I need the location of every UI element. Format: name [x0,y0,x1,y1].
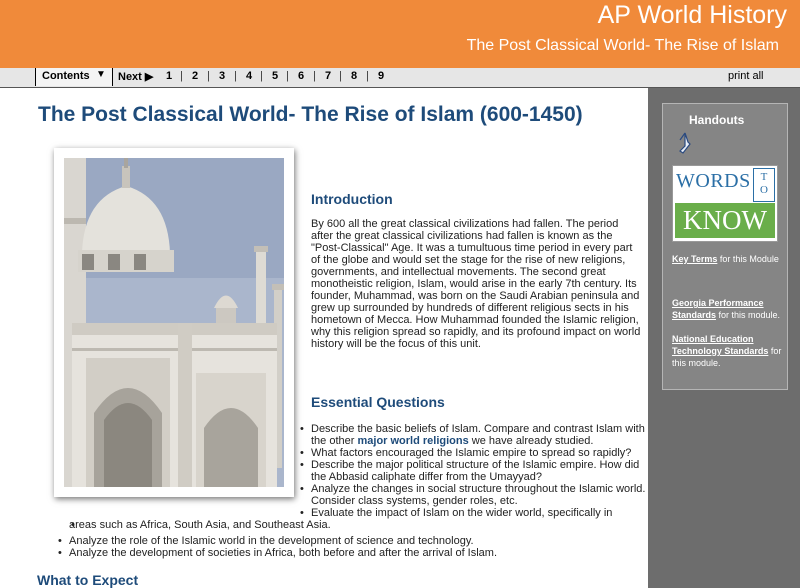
page-link-1[interactable]: 1 [166,70,173,82]
nets-link[interactable]: National Education Technology Standards [672,334,769,356]
page-link-7[interactable]: 7 [325,70,332,82]
introduction-text: By 600 all the great classical civilizations had fallen. The period after the great classical civilizations had fallen is known as the "Post-Classical" Age. It was a tumultuous time period in every part of the globe and would set the stage for the rise of new religions, governments, and intellectual movements. The second great monotheistic religion, Islam, would arise in the early 7th century. Its founder, Muhammad, was born on the Saudi Arabian peninsula and grew up surrounded by hundreds of different religious sects in his hometown of Mecca. How Muhammad founded the Islamic religion, why this religion spread so rapidly, and its profound impact on world history will be the focus of this unit. [311,218,641,350]
next-label: Next [118,71,142,83]
module-title: The Post Classical World- The Rise of Islam [466,37,779,54]
contents-dropdown[interactable] [35,68,113,86]
list-item: • Analyze the changes in social structure throughout the Islamic world. Consider class systems, gender roles, etc. [298,483,648,507]
page-link-8[interactable]: 8 [351,70,358,82]
contents-label: Contents [42,70,90,82]
page-title: The Post Classical World- The Rise of Islam (600-1450) [38,103,583,126]
key-terms-link[interactable]: Key Terms [672,254,718,264]
words-to-know-button[interactable] [672,165,778,242]
know-label: KNOW [675,203,775,238]
words-label: WORDS [676,170,751,192]
page-link-6[interactable]: 6 [298,70,305,82]
major-world-religions-link[interactable]: major world religions [357,435,469,447]
page-link-4[interactable]: 4 [246,70,253,82]
essential-questions-list-continued [56,535,497,559]
list-item: • Evaluate the impact of Islam on the wider world, specifically in [298,507,648,519]
introduction-heading: Introduction [311,191,393,207]
separator: | [313,70,316,82]
taj-mahal-photo [54,148,294,497]
page-link-3[interactable]: 3 [219,70,226,82]
to-label: TO [753,168,775,202]
nav-bar [0,68,800,88]
page-link-5[interactable]: 5 [272,70,279,82]
separator: | [260,70,263,82]
essential-questions-heading: Essential Questions [311,394,445,410]
taj-mahal-image [64,158,284,487]
list-item: • Analyze the development of societies in Africa, both before and after the arrival of Islam. [56,547,497,559]
print-all-link[interactable]: print all [728,70,764,82]
separator: | [180,70,183,82]
list-item: • What factors encouraged the Islamic empire to spread so rapidly? [298,447,648,459]
separator: | [366,70,369,82]
site-title: AP World History [597,1,787,29]
page-link-9[interactable]: 9 [378,70,385,82]
separator: | [286,70,289,82]
georgia-standards-item: Georgia Performance Standards for this module. [672,298,781,320]
separator: | [234,70,237,82]
play-arrow-icon: ▶ [144,71,154,83]
site-header [0,0,800,68]
what-to-expect-heading: What to Expect [37,572,139,588]
separator: | [339,70,342,82]
next-button[interactable] [118,70,153,83]
list-item: • Describe the major political structure of the Islamic empire. How did the Abbasid caliphate differ from the Umayyad? [298,459,648,483]
separator: | [207,70,210,82]
list-item: • Describe the basic beliefs of Islam. Compare and contrast Islam with the other major world religions we have already studied. [298,423,648,447]
essential-questions-list [69,423,648,531]
page-link-2[interactable]: 2 [192,70,199,82]
nets-item: National Education Technology Standards for this module. [672,334,782,368]
pointing-hand-icon [677,132,693,154]
dropdown-arrow-icon: ▼ [96,69,106,80]
georgia-standards-link[interactable]: Georgia Performance Standards [672,298,764,320]
key-terms-item: Key Terms for this Module [672,254,779,264]
list-item: • Analyze the role of the Islamic world in the development of science and technology. [56,535,497,547]
handouts-heading: Handouts [689,113,745,127]
list-item-continuation: • areas such as Africa, South Asia, and Southeast Asia. [69,519,648,531]
